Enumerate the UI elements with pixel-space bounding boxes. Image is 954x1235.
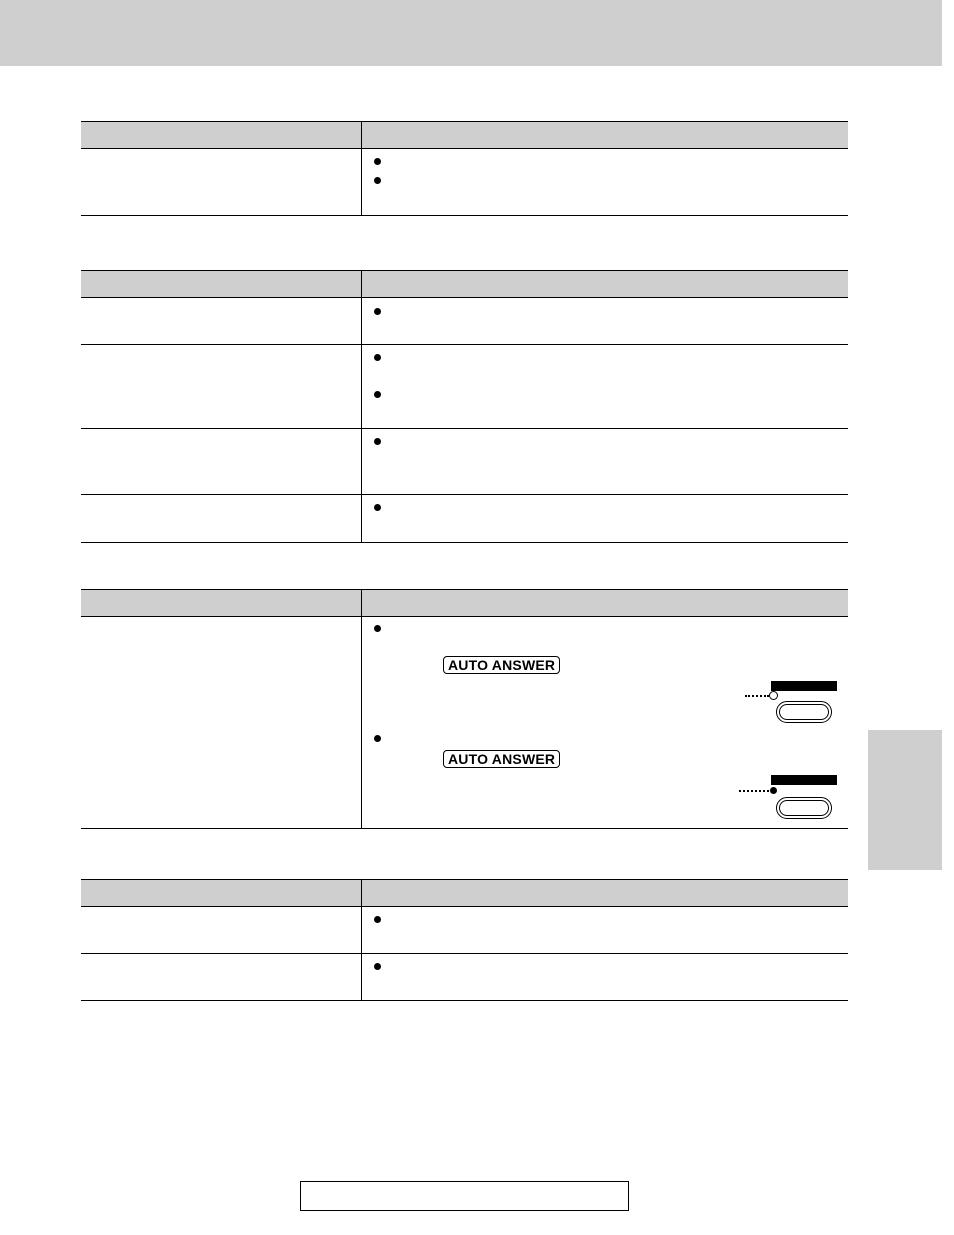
table-row (81, 149, 848, 216)
problem-cell (81, 907, 361, 953)
bullet-icon (374, 308, 381, 315)
bullet-icon (374, 391, 381, 398)
problem-cell (81, 149, 361, 215)
table-header (81, 121, 848, 149)
problem-cell (81, 298, 361, 344)
bullet-icon (374, 177, 381, 184)
table-row (81, 345, 848, 429)
table-row (81, 954, 848, 1001)
problem-cell (81, 495, 361, 542)
problem-cell (81, 429, 361, 494)
remedy-cell (362, 429, 848, 494)
section-side-tab (868, 730, 942, 870)
table-header (81, 270, 848, 298)
auto-answer-key-label: AUTO ANSWER (443, 750, 560, 768)
bullet-icon (374, 158, 381, 165)
table-row (81, 495, 848, 543)
table-row (81, 298, 848, 345)
problem-cell (81, 954, 361, 1000)
remedy-cell (362, 954, 848, 1000)
footer-box (300, 1181, 629, 1211)
indicator-pointer (745, 695, 769, 697)
indicator-label-bar (771, 775, 837, 785)
problem-cell (81, 345, 361, 428)
remedy-cell (362, 617, 848, 828)
bullet-icon (374, 625, 381, 632)
auto-answer-button-icon (776, 797, 832, 819)
bullet-icon (374, 735, 381, 742)
problem-cell (81, 617, 361, 828)
remedy-cell (362, 907, 848, 953)
header-band (0, 0, 942, 66)
table-row (81, 617, 848, 829)
bullet-icon (374, 354, 381, 361)
remedy-cell (362, 149, 848, 215)
table-row (81, 429, 848, 495)
auto-answer-button-icon (776, 701, 832, 723)
auto-answer-key-label: AUTO ANSWER (443, 656, 560, 674)
bullet-icon (374, 916, 381, 923)
indicator-pointer (739, 790, 769, 792)
indicator-label-bar (771, 681, 837, 691)
bullet-icon (374, 963, 381, 970)
indicator-lamp-on-icon (770, 787, 777, 794)
remedy-cell (362, 345, 848, 428)
remedy-cell (362, 495, 848, 542)
bullet-icon (374, 504, 381, 511)
indicator-lamp-off-icon (769, 691, 778, 700)
table-row (81, 907, 848, 954)
table-header (81, 589, 848, 617)
remedy-cell (362, 298, 848, 344)
table-header (81, 879, 848, 907)
bullet-icon (374, 438, 381, 445)
